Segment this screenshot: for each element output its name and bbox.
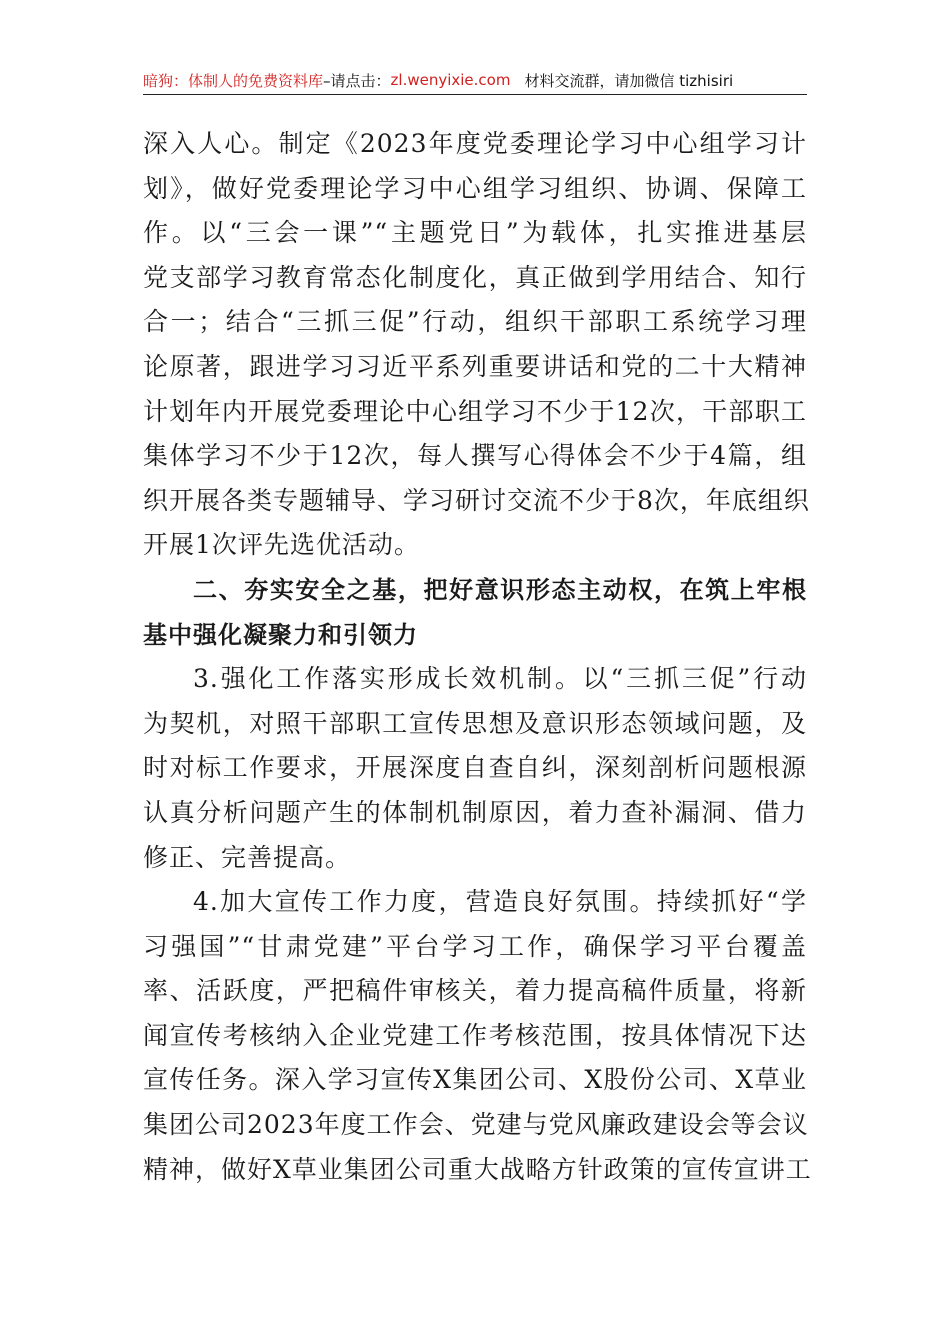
body-line: 织开展各类专题辅导、学习研讨交流不少于8次，年底组织 bbox=[143, 485, 810, 515]
paragraph-line: 宣传任务。深入学习宣传X集团公司、X股份公司、X草业 bbox=[143, 1065, 807, 1095]
page-header bbox=[143, 66, 807, 95]
paragraph-line: 3.强化工作落实形成长效机制。以“三抓三促”行动 bbox=[193, 664, 807, 694]
body-line: 作。以“三会一课”“主题党日”为载体，扎实推进基层 bbox=[143, 218, 807, 248]
body-line: 合一；结合“三抓三促”行动，组织干部职工系统学习理 bbox=[143, 307, 807, 337]
body-line: 开展1次评先选优活动。 bbox=[143, 530, 420, 560]
body-line: 深入人心。制定《2023年度党委理论学习中心组学习计 bbox=[143, 129, 807, 158]
paragraph-line: 认真分析问题产生的体制机制原因，着力查补漏洞、借力 bbox=[143, 797, 807, 827]
document-body bbox=[143, 122, 812, 1192]
section-heading: 二、夯实安全之基，把好意识形态主动权，在筑上牢根 bbox=[193, 575, 807, 604]
paragraph-line: 为契机，对照干部职工宣传思想及意识形态领域问题，及 bbox=[143, 708, 807, 738]
paragraph-line: 精神，做好X草业集团公司重大战略方针政策的宣传宣讲工 bbox=[143, 1154, 812, 1184]
paragraph-line: 习强国”“甘肃党建”平台学习工作，确保学习平台覆盖 bbox=[143, 931, 807, 961]
body-line: 划》，做好党委理论学习中心组学习组织、协调、保障工 bbox=[143, 173, 807, 203]
body-line: 党支部学习教育常态化制度化，真正做到学用结合、知行 bbox=[143, 262, 807, 292]
paragraph-line: 时对标工作要求，开展深度自查自纠，深刻剖析问题根源 bbox=[143, 753, 807, 783]
body-line: 论原著，跟进学习习近平系列重要讲话和党的二十大精神 bbox=[143, 351, 807, 381]
header-wechat-note: 材料交流群，请加微信 tizhisiri bbox=[524, 71, 734, 90]
paragraph-line: 修正、完善提高。 bbox=[143, 842, 352, 872]
paragraph-line: 集团公司2023年度工作会、党建与党风廉政建设会等会议 bbox=[143, 1110, 809, 1140]
body-line: 集体学习不少于12次，每人撰写心得体会不少于4篇，组 bbox=[143, 441, 807, 471]
header-click-prompt: –请点击： bbox=[323, 71, 391, 90]
header-link[interactable]: zl.wenyixie.com bbox=[390, 71, 511, 89]
header-site-name: 暗狗：体制人的免费资料库 bbox=[143, 71, 324, 90]
paragraph-line: 4.加大宣传工作力度，营造良好氛围。持续抓好“学 bbox=[193, 887, 807, 917]
paragraph-line: 闻宣传考核纳入企业党建工作考核范围，按具体情况下达 bbox=[143, 1020, 807, 1050]
paragraph-line: 率、活跃度，严把稿件审核关，着力提高稿件质量，将新 bbox=[143, 976, 807, 1006]
body-line: 计划年内开展党委理论中心组学习不少于12次，干部职工 bbox=[143, 396, 807, 426]
section-heading: 基中强化凝聚力和引领力 bbox=[143, 620, 418, 649]
